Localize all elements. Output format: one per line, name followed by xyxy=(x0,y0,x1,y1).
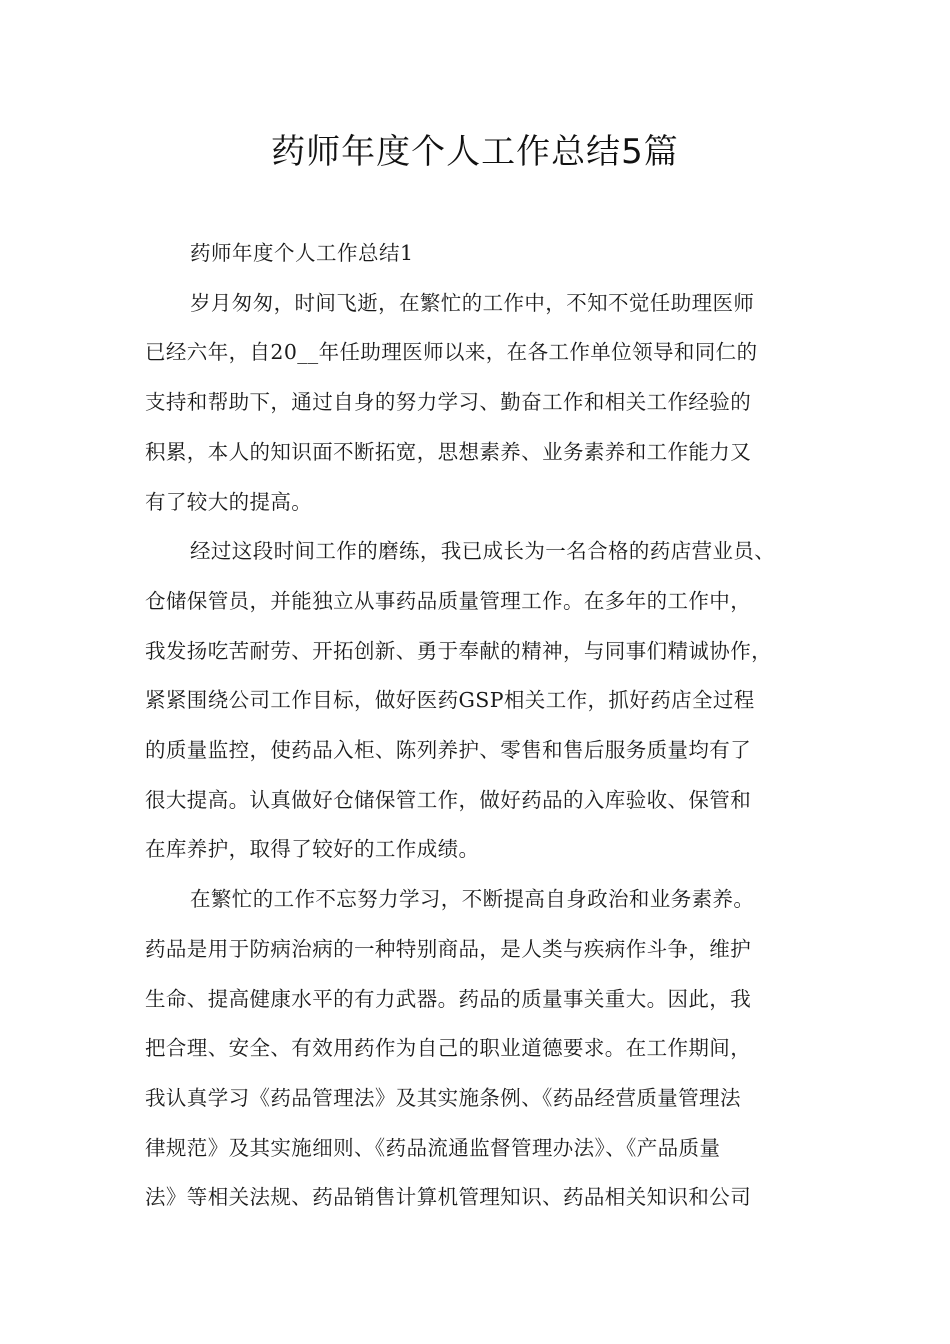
paragraph-line: 我发扬吃苦耐劳、开拓创新、勇于奉献的精神，与同事们精诚协作， xyxy=(145,638,772,663)
paragraph-line: 在繁忙的工作不忘努力学习，不断提高自身政治和业务素养。 xyxy=(190,887,755,912)
document-title: 药师年度个人工作总结5篇 xyxy=(271,132,679,172)
section-heading: 药师年度个人工作总结1 xyxy=(190,241,414,265)
paragraph-line: 把合理、安全、有效用药作为自己的职业道德要求。在工作期间， xyxy=(145,1036,752,1061)
paragraph-line: 律规范》及其实施细则、《药品流通监督管理办法》、《产品质量 xyxy=(145,1135,721,1160)
paragraph-2 xyxy=(145,527,810,875)
paragraph-3 xyxy=(145,875,810,1223)
paragraph-line: 支持和帮助下，通过自身的努力学习、勤奋工作和相关工作经验的 xyxy=(145,390,752,415)
paragraph-line: 有了较大的提高。 xyxy=(145,489,313,514)
paragraph-line: 在库养护，取得了较好的工作成绩。 xyxy=(145,837,480,862)
paragraph-line: 生命、提高健康水平的有力武器。药品的质量事关重大。因此，我 xyxy=(145,986,752,1011)
paragraph-line: 法》等相关法规、药品销售计算机管理知识、药品相关知识和公司 xyxy=(145,1185,752,1210)
paragraph-line: 我认真学习《药品管理法》及其实施条例、《药品经营质量管理法 xyxy=(145,1085,741,1110)
document-body xyxy=(145,229,810,1223)
paragraph-line: 积累，本人的知识面不断拓宽，思想素养、业务素养和工作能力又 xyxy=(145,439,752,464)
paragraph-line: 紧紧围绕公司工作目标，做好医药GSP相关工作，抓好药店全过程 xyxy=(145,688,755,713)
paragraph-line: 岁月匆匆，时间飞逝，在繁忙的工作中，不知不觉任助理医师 xyxy=(190,290,755,315)
paragraph-line: 仓储保管员，并能独立从事药品质量管理工作。在多年的工作中， xyxy=(145,588,752,613)
paragraph-line: 经过这段时间工作的磨练，我已成长为一名合格的药店营业员、 xyxy=(190,539,776,564)
paragraph-line: 很大提高。认真做好仓储保管工作，做好药品的入库验收、保管和 xyxy=(145,787,752,812)
paragraph-line: 已经六年，自20__年任助理医师以来，在各工作单位领导和同仁的 xyxy=(145,340,758,365)
paragraph-line: 药品是用于防病治病的一种特别商品，是人类与疾病作斗争，维护 xyxy=(145,936,752,961)
paragraph-1 xyxy=(145,279,810,528)
paragraph-line: 的质量监控，使药品入柜、陈列养护、零售和售后服务质量均有了 xyxy=(145,738,752,763)
